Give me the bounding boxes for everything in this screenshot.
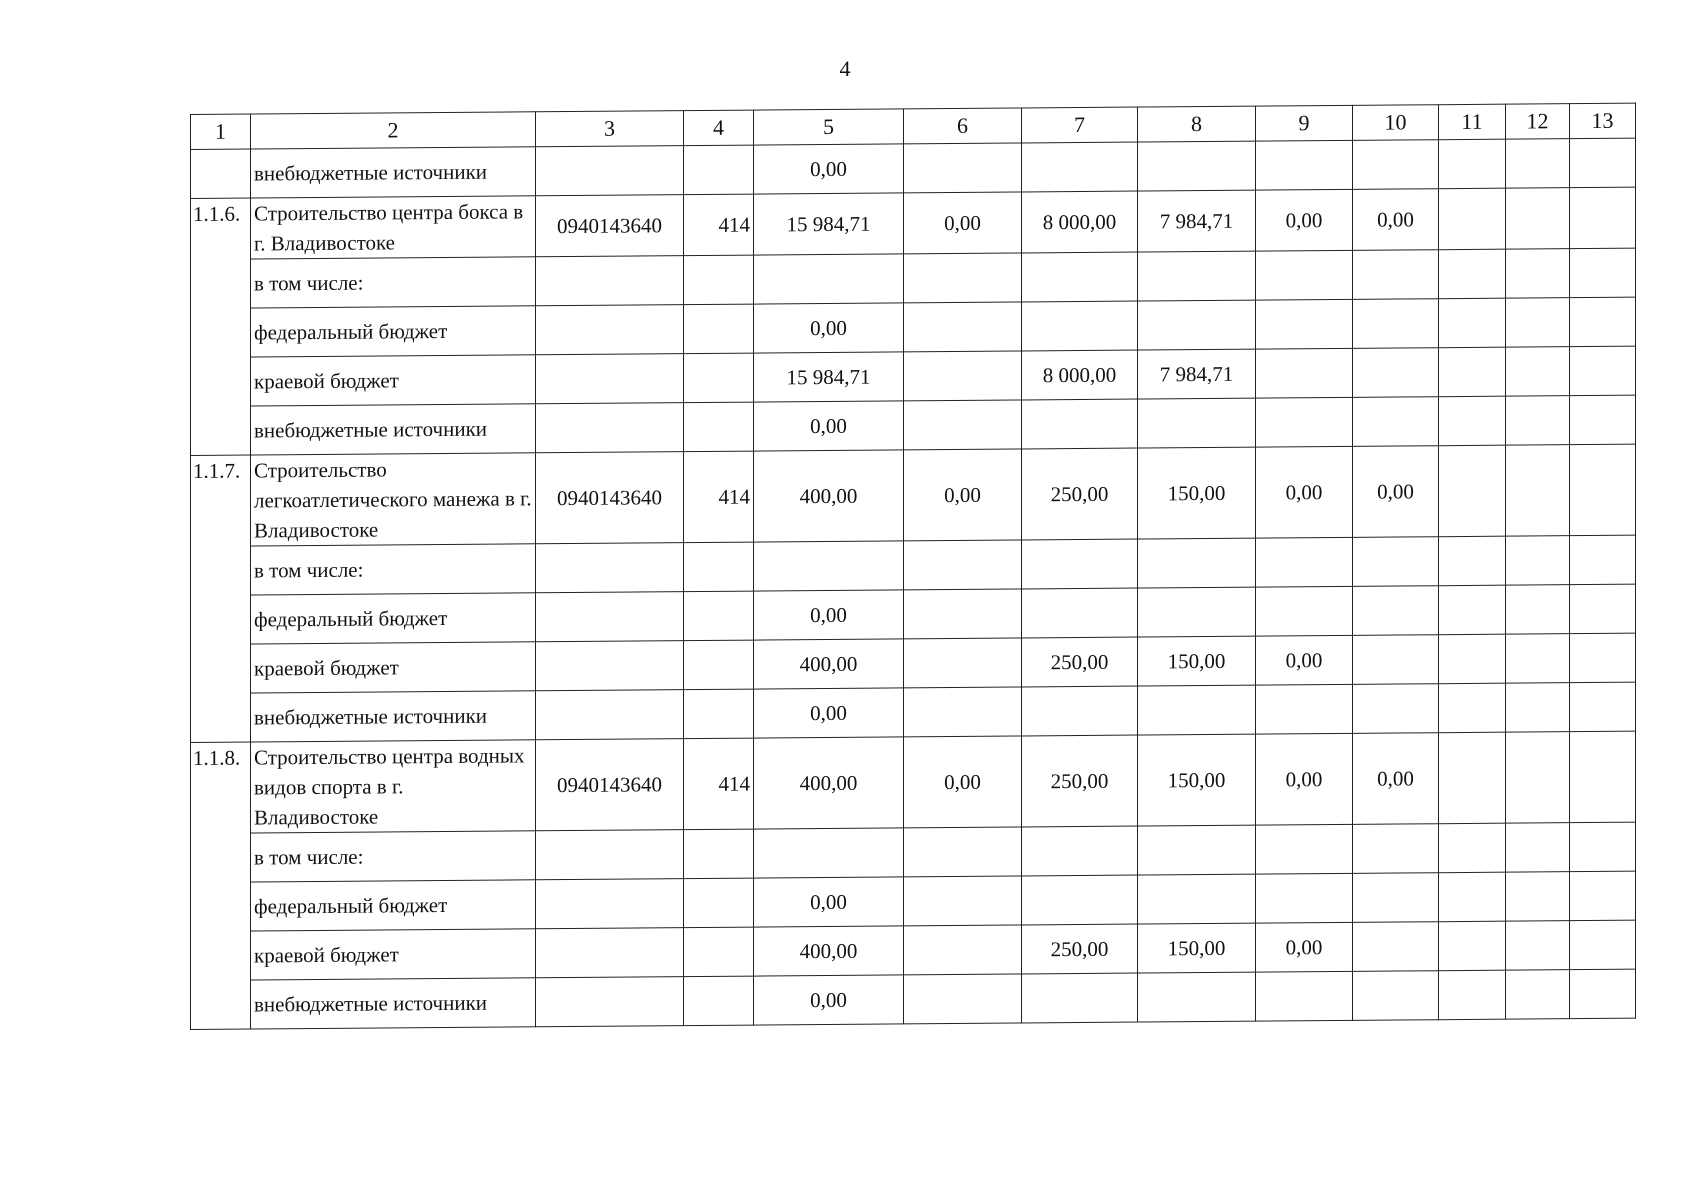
value-cell — [904, 687, 1022, 737]
value-cell — [1570, 346, 1636, 396]
value-cell — [536, 543, 684, 593]
header-cell-13: 13 — [1570, 103, 1636, 139]
value-cell — [904, 351, 1022, 401]
value-cell — [1353, 824, 1439, 874]
value-cell — [1570, 535, 1636, 585]
value-cell — [1256, 684, 1353, 734]
value-cell — [536, 977, 684, 1027]
header-cell-3: 3 — [536, 111, 684, 147]
value-cell — [1506, 921, 1570, 971]
value-cell — [1439, 249, 1506, 299]
value-cell — [1439, 188, 1506, 250]
value-cell — [684, 976, 754, 1026]
value-cell — [1138, 141, 1256, 191]
value-cell — [684, 304, 754, 354]
value-cell — [536, 146, 684, 196]
value-cell — [1506, 188, 1570, 250]
item-name-cell: в том числе: — [251, 257, 536, 308]
value-cell: 0940143640 — [536, 195, 684, 257]
value-cell — [1138, 538, 1256, 588]
item-number-cell — [191, 980, 251, 1029]
item-name-cell: Строительство легкоатлетического манежа в г. Владивостоке — [251, 453, 536, 546]
value-cell — [684, 689, 754, 739]
item-number-cell — [191, 595, 251, 644]
value-cell — [904, 302, 1022, 352]
value-cell: 150,00 — [1138, 734, 1256, 826]
value-cell — [1353, 873, 1439, 923]
value-cell — [1439, 536, 1506, 586]
value-cell — [1506, 683, 1570, 733]
value-cell — [1022, 973, 1138, 1023]
item-number-cell — [191, 693, 251, 742]
value-cell: 15 984,71 — [754, 352, 904, 402]
value-cell: 150,00 — [1138, 636, 1256, 686]
value-cell: 0,00 — [754, 590, 904, 640]
value-cell — [684, 145, 754, 195]
value-cell — [684, 878, 754, 928]
value-cell — [1439, 921, 1506, 971]
item-number-cell — [191, 308, 251, 357]
value-cell — [1256, 397, 1353, 447]
header-cell-7: 7 — [1022, 107, 1138, 143]
value-cell — [1506, 872, 1570, 922]
page-number: 4 — [839, 56, 851, 81]
value-cell — [1022, 826, 1138, 876]
value-cell — [1138, 300, 1256, 350]
value-cell — [1439, 585, 1506, 635]
value-cell: 0,00 — [754, 303, 904, 353]
value-cell — [1439, 683, 1506, 733]
value-cell: 0,00 — [1353, 189, 1439, 251]
value-cell — [1439, 445, 1506, 537]
value-cell: 0,00 — [754, 144, 904, 194]
value-cell — [684, 927, 754, 977]
value-cell — [536, 690, 684, 740]
value-cell: 7 984,71 — [1138, 349, 1256, 399]
value-cell — [1506, 347, 1570, 397]
value-cell — [1506, 634, 1570, 684]
value-cell — [904, 638, 1022, 688]
value-cell — [1138, 825, 1256, 875]
value-cell: 250,00 — [1022, 637, 1138, 687]
value-cell — [1353, 348, 1439, 398]
value-cell — [1022, 588, 1138, 638]
value-cell — [1439, 396, 1506, 446]
table-row — [191, 444, 1636, 546]
value-cell — [754, 541, 904, 591]
item-name-cell: краевой бюджет — [251, 642, 536, 693]
value-cell: 400,00 — [754, 737, 904, 829]
item-number-cell — [191, 882, 251, 931]
value-cell — [1570, 138, 1636, 188]
item-name-cell: Строительство центра водных видов спорта в г. Владивостоке — [251, 740, 536, 833]
value-cell — [904, 827, 1022, 877]
value-cell — [904, 974, 1022, 1024]
value-cell — [1256, 299, 1353, 349]
header-cell-1: 1 — [191, 114, 251, 149]
value-cell — [1353, 635, 1439, 685]
value-cell: 400,00 — [754, 639, 904, 689]
value-cell — [1570, 969, 1636, 1019]
header-cell-12: 12 — [1506, 104, 1570, 140]
header-cell-11: 11 — [1439, 104, 1506, 140]
value-cell — [1506, 139, 1570, 189]
value-cell: 400,00 — [754, 926, 904, 976]
value-cell — [1353, 586, 1439, 636]
item-name-cell: федеральный бюджет — [251, 306, 536, 357]
value-cell: 0,00 — [1256, 733, 1353, 825]
value-cell: 250,00 — [1022, 924, 1138, 974]
item-name-cell: внебюджетные источники — [251, 404, 536, 455]
header-cell-4: 4 — [684, 110, 754, 146]
value-cell: 0,00 — [1256, 922, 1353, 972]
value-cell — [1138, 972, 1256, 1022]
value-cell: 250,00 — [1022, 448, 1138, 540]
value-cell — [1439, 298, 1506, 348]
value-cell — [684, 640, 754, 690]
header-cell-10: 10 — [1353, 105, 1439, 141]
value-cell: 8 000,00 — [1022, 191, 1138, 253]
value-cell — [1506, 249, 1570, 299]
value-cell: 150,00 — [1138, 923, 1256, 973]
value-cell — [904, 876, 1022, 926]
item-number-cell — [191, 644, 251, 693]
item-number-cell: 1.1.8. — [191, 742, 251, 833]
value-cell — [1353, 299, 1439, 349]
value-cell — [1138, 685, 1256, 735]
value-cell — [1353, 684, 1439, 734]
item-number-cell — [191, 357, 251, 406]
header-cell-9: 9 — [1256, 105, 1353, 141]
value-cell: 0,00 — [754, 975, 904, 1025]
value-cell — [1570, 920, 1636, 970]
value-cell — [1022, 539, 1138, 589]
value-cell — [1570, 248, 1636, 298]
item-number-cell — [191, 546, 251, 595]
item-name-cell: в том числе: — [251, 831, 536, 882]
value-cell: 0,00 — [1256, 189, 1353, 251]
value-cell — [1022, 142, 1138, 192]
item-name-cell: краевой бюджет — [251, 929, 536, 980]
value-cell — [1022, 399, 1138, 449]
value-cell: 250,00 — [1022, 735, 1138, 827]
value-cell — [1506, 732, 1570, 824]
value-cell — [1138, 251, 1256, 301]
item-name-cell: федеральный бюджет — [251, 880, 536, 931]
value-cell: 7 984,71 — [1138, 190, 1256, 252]
item-name-cell: внебюджетные источники — [251, 691, 536, 742]
header-cell-2: 2 — [251, 112, 536, 149]
value-cell: 150,00 — [1138, 447, 1256, 539]
value-cell — [1256, 824, 1353, 874]
item-number-cell — [191, 833, 251, 882]
value-cell — [1256, 537, 1353, 587]
value-cell: 0940143640 — [536, 452, 684, 544]
item-name-cell: внебюджетные источники — [251, 147, 536, 198]
value-cell — [536, 403, 684, 453]
value-cell — [1570, 822, 1636, 872]
item-name-cell: федеральный бюджет — [251, 593, 536, 644]
value-cell — [1022, 875, 1138, 925]
value-cell — [1439, 732, 1506, 824]
value-cell — [904, 253, 1022, 303]
table-row — [191, 731, 1636, 833]
header-cell-6: 6 — [904, 108, 1022, 144]
value-cell — [1256, 250, 1353, 300]
value-cell: 414 — [684, 738, 754, 830]
value-cell: 414 — [684, 451, 754, 543]
value-cell — [1506, 445, 1570, 537]
value-cell — [1570, 871, 1636, 921]
value-cell — [684, 591, 754, 641]
value-cell — [1439, 970, 1506, 1020]
value-cell — [1138, 587, 1256, 637]
value-cell — [754, 254, 904, 304]
value-cell — [1353, 537, 1439, 587]
value-cell — [904, 540, 1022, 590]
value-cell: 0,00 — [1256, 446, 1353, 538]
value-cell — [1439, 139, 1506, 189]
value-cell: 0940143640 — [536, 739, 684, 831]
item-number-cell — [191, 259, 251, 308]
item-number-cell: 1.1.6. — [191, 198, 251, 259]
value-cell — [1439, 634, 1506, 684]
value-cell — [1256, 348, 1353, 398]
value-cell — [536, 830, 684, 880]
value-cell — [1570, 584, 1636, 634]
value-cell — [754, 828, 904, 878]
item-name-cell: в том числе: — [251, 544, 536, 595]
value-cell: 0,00 — [1353, 446, 1439, 538]
value-cell — [1506, 536, 1570, 586]
item-number-cell — [191, 406, 251, 455]
value-cell — [684, 402, 754, 452]
value-cell — [1138, 398, 1256, 448]
value-cell — [904, 400, 1022, 450]
value-cell — [1256, 140, 1353, 190]
value-cell — [1353, 971, 1439, 1021]
value-cell — [536, 592, 684, 642]
value-cell — [1256, 873, 1353, 923]
item-number-cell: 1.1.7. — [191, 455, 251, 546]
value-cell: 0,00 — [754, 688, 904, 738]
table-row — [191, 969, 1636, 1029]
value-cell — [1439, 872, 1506, 922]
value-cell — [1570, 297, 1636, 347]
header-cell-5: 5 — [754, 109, 904, 145]
value-cell — [904, 589, 1022, 639]
value-cell: 414 — [684, 194, 754, 256]
table-row — [191, 187, 1636, 259]
value-cell — [536, 879, 684, 929]
value-cell — [1138, 874, 1256, 924]
value-cell — [536, 256, 684, 306]
value-cell — [1570, 187, 1636, 249]
value-cell — [1570, 731, 1636, 823]
item-name-cell: Строительство центра бокса в г. Владивостоке — [251, 196, 536, 259]
value-cell — [1022, 301, 1138, 351]
value-cell: 0,00 — [754, 877, 904, 927]
value-cell — [1256, 586, 1353, 636]
value-cell — [904, 143, 1022, 193]
budget-table — [190, 103, 1636, 1030]
value-cell — [904, 925, 1022, 975]
item-number-cell — [191, 149, 251, 198]
value-cell: 8 000,00 — [1022, 350, 1138, 400]
item-number-cell — [191, 931, 251, 980]
value-cell — [1353, 922, 1439, 972]
value-cell — [1439, 347, 1506, 397]
value-cell — [1353, 250, 1439, 300]
value-cell — [1506, 396, 1570, 446]
value-cell — [1506, 970, 1570, 1020]
value-cell — [1506, 585, 1570, 635]
value-cell — [1570, 682, 1636, 732]
value-cell: 400,00 — [754, 450, 904, 542]
value-cell: 0,00 — [754, 401, 904, 451]
header-cell-8: 8 — [1138, 106, 1256, 142]
value-cell — [1570, 444, 1636, 536]
item-name-cell: внебюджетные источники — [251, 978, 536, 1029]
value-cell — [1439, 823, 1506, 873]
value-cell — [536, 641, 684, 691]
value-cell — [1022, 252, 1138, 302]
value-cell — [536, 354, 684, 404]
value-cell — [536, 305, 684, 355]
value-cell — [1353, 140, 1439, 190]
value-cell — [1353, 397, 1439, 447]
value-cell — [1570, 633, 1636, 683]
value-cell — [684, 542, 754, 592]
value-cell — [1506, 823, 1570, 873]
value-cell — [684, 829, 754, 879]
value-cell: 0,00 — [904, 449, 1022, 541]
value-cell — [684, 255, 754, 305]
value-cell: 0,00 — [904, 192, 1022, 254]
item-name-cell: краевой бюджет — [251, 355, 536, 406]
value-cell: 0,00 — [1256, 635, 1353, 685]
value-cell: 15 984,71 — [754, 193, 904, 255]
value-cell — [1506, 298, 1570, 348]
value-cell — [1256, 971, 1353, 1021]
value-cell: 0,00 — [1353, 733, 1439, 825]
value-cell — [684, 353, 754, 403]
value-cell — [1570, 395, 1636, 445]
value-cell: 0,00 — [904, 736, 1022, 828]
value-cell — [1022, 686, 1138, 736]
value-cell — [536, 928, 684, 978]
